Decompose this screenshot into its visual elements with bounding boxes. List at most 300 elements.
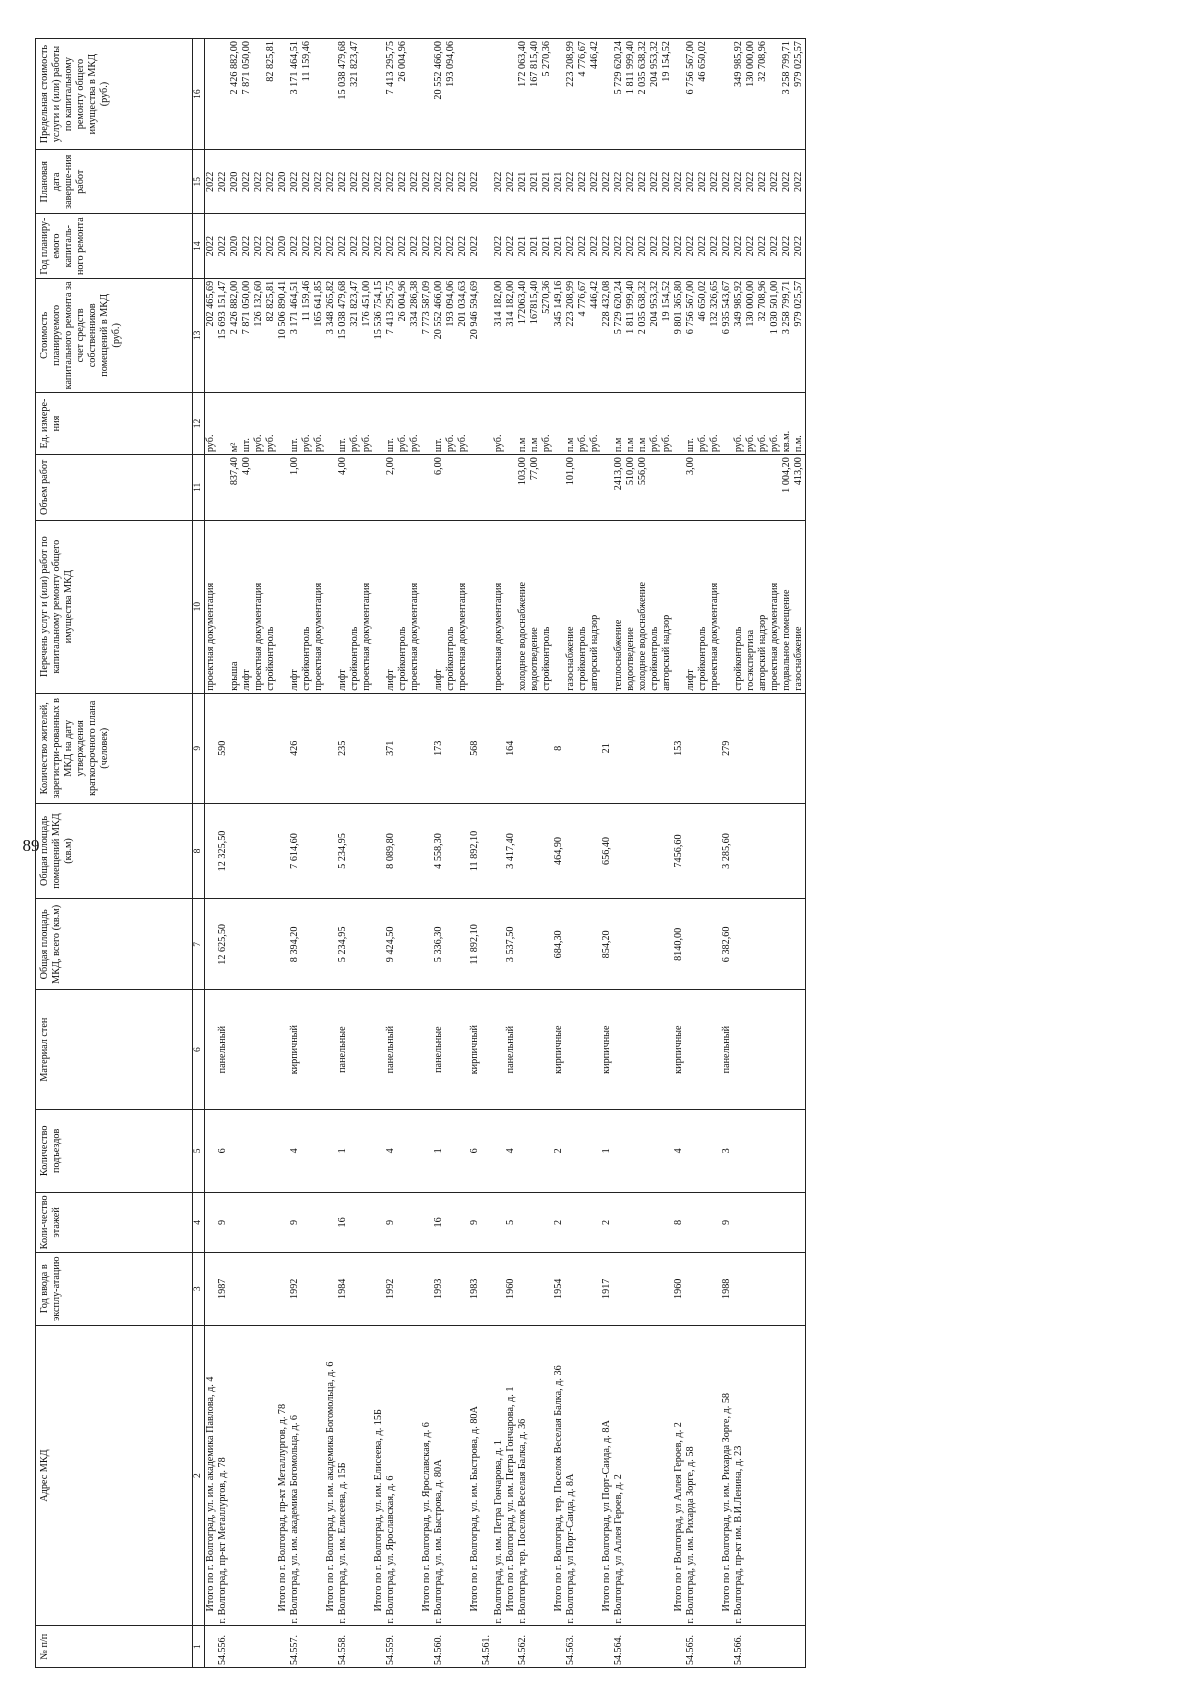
cell-total-area (277, 899, 289, 990)
cell-completion-date: 2022 (217, 150, 229, 214)
cell-work-volume: 6,00 (433, 455, 445, 520)
cell-address (229, 1325, 241, 1626)
cell-entrances (541, 1109, 553, 1192)
cell-repair-year: 2022 (613, 214, 625, 278)
header-cell: Ед. измере-ния (36, 392, 193, 454)
cell-planned-cost: 446,42 (589, 278, 601, 392)
cell-work-type (421, 520, 433, 693)
cell-residents: 21 (601, 693, 613, 803)
cell-completion-date: 2022 (385, 150, 397, 214)
cell-residents (709, 693, 721, 803)
cell-year-built (265, 1252, 277, 1325)
cell-entrances (733, 1109, 745, 1192)
cell-year-built (733, 1252, 745, 1325)
cell-completion-date: 2022 (673, 150, 685, 214)
cell-entrances (229, 1109, 241, 1192)
cell-address: Итого по г. Волгоград, ул. им. Петра Гончарова, д. 1 (505, 1325, 517, 1626)
cell-work-volume: 3,00 (685, 455, 697, 520)
cell-floors (793, 1192, 806, 1252)
cell-floors (229, 1192, 241, 1252)
cell-work-type (277, 520, 289, 693)
cell-max-cost (673, 39, 685, 150)
cell-wall-material (769, 990, 781, 1109)
cell-address: г. Волгоград, тер. Поселок Веселая Балка, д. 36 (517, 1325, 529, 1626)
cell-work-type: газоснабжение (793, 520, 806, 693)
cell-address: Итого по г. Волгоград, ул Порт-Саида, д. 8А (601, 1325, 613, 1626)
cell-residents (697, 693, 709, 803)
cell-work-type: лифт (289, 520, 301, 693)
cell-residents (373, 693, 385, 803)
cell-wall-material (325, 990, 337, 1109)
header-cell: Адрес МКД (36, 1325, 193, 1626)
cell-total-area (757, 899, 769, 990)
cell-work-volume (577, 455, 589, 520)
cell-planned-cost: 321 823,47 (349, 278, 361, 392)
cell-row-number (757, 1626, 769, 1668)
cell-work-type: стройконтроль (349, 520, 361, 693)
cell-wall-material (697, 990, 709, 1109)
header-cell: Плановая дата заверше-ния работ (36, 150, 193, 214)
cell-year-built: 1992 (385, 1252, 397, 1325)
cell-total-area (541, 899, 553, 990)
cell-wall-material (781, 990, 793, 1109)
cell-unit: шт. (685, 392, 697, 454)
cell-year-built: 1984 (337, 1252, 349, 1325)
cell-entrances: 4 (289, 1109, 301, 1192)
cell-year-built (541, 1252, 553, 1325)
cell-max-cost: 3 258 799,71 (781, 39, 793, 150)
cell-year-built (253, 1252, 265, 1325)
cell-residents (793, 693, 806, 803)
cell-unit: руб. (361, 392, 373, 454)
cell-residents (325, 693, 337, 803)
cell-unit: п.м (529, 392, 541, 454)
header-cell: Перечень услуг и (или) работ по капитальному ремонту общего имущества МКД (36, 520, 193, 693)
cell-address: Итого по г. Волгоград, ул. им. Рихарда Зорге, д. 58 (721, 1325, 733, 1626)
cell-year-built (661, 1252, 673, 1325)
cell-work-type: стройконтроль (541, 520, 553, 693)
cell-repair-year: 2022 (265, 214, 277, 278)
cell-premises-area: 5 234,95 (337, 803, 349, 898)
cell-planned-cost: 3 258 799,71 (781, 278, 793, 392)
cell-year-built: 1983 (469, 1252, 481, 1325)
cell-work-type (553, 520, 565, 693)
cell-repair-year: 2022 (253, 214, 265, 278)
cell-entrances (661, 1109, 673, 1192)
cell-residents (409, 693, 421, 803)
cell-work-type (469, 520, 481, 693)
cell-floors (517, 1192, 529, 1252)
cell-unit: руб. (253, 392, 265, 454)
cell-residents (517, 693, 529, 803)
cell-floors: 16 (337, 1192, 349, 1252)
table-row (277, 39, 289, 1668)
cell-wall-material (421, 990, 433, 1109)
cell-planned-cost: 2 035 638,32 (637, 278, 649, 392)
cell-row-number (469, 1626, 481, 1668)
cell-entrances (625, 1109, 637, 1192)
cell-work-volume: 2413,00 (613, 455, 625, 520)
cell-address: Итого по г. Волгоград, тер. Поселок Веселая Балка, д. 36 (553, 1325, 565, 1626)
cell-work-type: стройконтроль (733, 520, 745, 693)
table-body (205, 39, 806, 1668)
cell-work-volume (265, 455, 277, 520)
cell-year-built (613, 1252, 625, 1325)
cell-year-built (325, 1252, 337, 1325)
header-cell: Количество жителей, зарегистри-рованных в МКД на дату утверждения краткосрочного плана (человек) (36, 693, 193, 803)
cell-floors (349, 1192, 361, 1252)
cell-total-area: 684,30 (553, 899, 565, 990)
cell-floors (481, 1192, 493, 1252)
cell-wall-material (517, 990, 529, 1109)
cell-repair-year: 2022 (409, 214, 421, 278)
cell-wall-material (685, 990, 697, 1109)
table-row (493, 39, 505, 1668)
cell-year-built: 1992 (289, 1252, 301, 1325)
cell-premises-area (325, 803, 337, 898)
table-row (349, 39, 361, 1668)
cell-row-number: 54.566. (733, 1626, 745, 1668)
cell-floors (661, 1192, 673, 1252)
cell-residents (253, 693, 265, 803)
cell-completion-date: 2022 (613, 150, 625, 214)
cell-premises-area (661, 803, 673, 898)
cell-total-area (781, 899, 793, 990)
cell-residents (781, 693, 793, 803)
cell-row-number (637, 1626, 649, 1668)
cell-max-cost (721, 39, 733, 150)
cell-entrances (325, 1109, 337, 1192)
cell-residents: 590 (217, 693, 229, 803)
cell-wall-material (649, 990, 661, 1109)
cell-work-volume (649, 455, 661, 520)
cell-wall-material (613, 990, 625, 1109)
cell-work-volume (553, 455, 565, 520)
cell-work-volume: 510,00 (625, 455, 637, 520)
cell-row-number (457, 1626, 469, 1668)
header-cell: № п/п (36, 1626, 193, 1668)
table-row (793, 39, 806, 1668)
cell-max-cost: 7 871 050,00 (241, 39, 253, 150)
cell-year-built (481, 1252, 493, 1325)
cell-wall-material (313, 990, 325, 1109)
cell-total-area: 3 537,50 (505, 899, 517, 990)
cell-work-type: проектная документация (709, 520, 721, 693)
cell-residents: 235 (337, 693, 349, 803)
cell-max-cost: 204 953,32 (649, 39, 661, 150)
cell-max-cost (313, 39, 325, 150)
cell-unit: п.м. (793, 392, 806, 454)
cell-work-volume (469, 455, 481, 520)
table-row (409, 39, 421, 1668)
cell-premises-area (769, 803, 781, 898)
header-cell: Стоимость планируемого капитального ремонта за счет средств собственников помещений в МКД (руб.) (36, 278, 193, 392)
cell-floors (325, 1192, 337, 1252)
cell-max-cost (601, 39, 613, 150)
cell-repair-year: 2020 (277, 214, 289, 278)
cell-total-area (481, 899, 493, 990)
cell-row-number (793, 1626, 806, 1668)
cell-work-volume (601, 455, 613, 520)
cell-max-cost: 46 650,02 (697, 39, 709, 150)
header-cell: Предельная стоимость услуги и (или) работы по капитальному ремонту общего имущества в МКД (руб.) (36, 39, 193, 150)
cell-planned-cost: 2 426 882,00 (229, 278, 241, 392)
cell-entrances: 6 (217, 1109, 229, 1192)
table-row (361, 39, 373, 1668)
cell-completion-date: 2022 (349, 150, 361, 214)
cell-residents (361, 693, 373, 803)
cell-planned-cost: 5 729 620,24 (613, 278, 625, 392)
cell-completion-date: 2022 (241, 150, 253, 214)
cell-max-cost (709, 39, 721, 150)
cell-planned-cost: 165 641,85 (313, 278, 325, 392)
cell-wall-material (253, 990, 265, 1109)
cell-entrances (265, 1109, 277, 1192)
cell-wall-material (709, 990, 721, 1109)
table-row (481, 39, 493, 1668)
column-number: 6 (193, 990, 205, 1109)
table-row (673, 39, 685, 1668)
cell-floors (625, 1192, 637, 1252)
capital-repair-table (35, 38, 806, 1668)
cell-residents (445, 693, 457, 803)
cell-row-number (229, 1626, 241, 1668)
cell-max-cost: 223 208,99 (565, 39, 577, 150)
table-row (457, 39, 469, 1668)
cell-floors (313, 1192, 325, 1252)
cell-premises-area (229, 803, 241, 898)
cell-total-area (613, 899, 625, 990)
cell-residents (493, 693, 505, 803)
cell-address (625, 1325, 637, 1626)
cell-completion-date: 2022 (397, 150, 409, 214)
cell-row-number (421, 1626, 433, 1668)
cell-work-type: газоснабжение (565, 520, 577, 693)
cell-work-type (373, 520, 385, 693)
cell-address: г. Волгоград, ул. Ярославская, д. 6 (385, 1325, 397, 1626)
table-row (325, 39, 337, 1668)
cell-row-number: 54.562. (517, 1626, 529, 1668)
cell-address: Итого по г. Волгоград, ул. им. Быстрова, д. 80А (469, 1325, 481, 1626)
cell-work-type: лифт (433, 520, 445, 693)
cell-row-number (553, 1626, 565, 1668)
cell-row-number: 54.563. (565, 1626, 577, 1668)
cell-address (301, 1325, 313, 1626)
cell-completion-date: 2022 (565, 150, 577, 214)
table-row (769, 39, 781, 1668)
cell-year-built: 1987 (217, 1252, 229, 1325)
cell-planned-cost: 11 159,46 (301, 278, 313, 392)
cell-total-area (229, 899, 241, 990)
cell-unit: руб. (397, 392, 409, 454)
cell-work-type: проектная документация (409, 520, 421, 693)
cell-work-volume: 2,00 (385, 455, 397, 520)
cell-max-cost (277, 39, 289, 150)
cell-completion-date: 2022 (577, 150, 589, 214)
cell-total-area (709, 899, 721, 990)
cell-residents (613, 693, 625, 803)
cell-year-built (205, 1252, 218, 1325)
cell-unit (217, 392, 229, 454)
cell-unit: руб. (493, 392, 505, 454)
cell-planned-cost: 3 348 265,82 (325, 278, 337, 392)
cell-max-cost: 349 985,92 (733, 39, 745, 150)
cell-address (541, 1325, 553, 1626)
cell-unit: руб. (733, 392, 745, 454)
cell-planned-cost: 345 149,16 (553, 278, 565, 392)
cell-max-cost: 193 094,06 (445, 39, 457, 150)
cell-unit (673, 392, 685, 454)
cell-entrances (277, 1109, 289, 1192)
cell-planned-cost: 202 465,69 (205, 278, 218, 392)
column-number: 14 (193, 214, 205, 278)
cell-work-volume (493, 455, 505, 520)
cell-max-cost (253, 39, 265, 150)
cell-planned-cost: 176 451,00 (361, 278, 373, 392)
cell-year-built (625, 1252, 637, 1325)
cell-work-volume (325, 455, 337, 520)
cell-max-cost (373, 39, 385, 150)
cell-entrances (301, 1109, 313, 1192)
cell-floors (373, 1192, 385, 1252)
cell-total-area: 11 892,10 (469, 899, 481, 990)
cell-max-cost: 15 038 479,68 (337, 39, 349, 150)
cell-work-volume: 837,40 (229, 455, 241, 520)
cell-unit: руб. (745, 392, 757, 454)
cell-entrances (709, 1109, 721, 1192)
cell-unit: руб. (409, 392, 421, 454)
cell-address: г. Волгоград, ул. им. Рихарда Зорге, д. 58 (685, 1325, 697, 1626)
cell-row-number (541, 1626, 553, 1668)
cell-unit: м² (229, 392, 241, 454)
cell-repair-year (481, 214, 493, 278)
cell-premises-area (781, 803, 793, 898)
table-row (613, 39, 625, 1668)
cell-repair-year: 2022 (349, 214, 361, 278)
cell-work-type: лифт (241, 520, 253, 693)
cell-year-built (409, 1252, 421, 1325)
cell-floors (709, 1192, 721, 1252)
cell-planned-cost: 1 811 999,40 (625, 278, 637, 392)
cell-repair-year: 2022 (217, 214, 229, 278)
cell-planned-cost: 193 094,06 (445, 278, 457, 392)
cell-max-cost: 32 708,96 (757, 39, 769, 150)
cell-row-number (769, 1626, 781, 1668)
cell-floors (697, 1192, 709, 1252)
cell-unit (373, 392, 385, 454)
cell-floors (733, 1192, 745, 1252)
cell-premises-area (349, 803, 361, 898)
table-row (685, 39, 697, 1668)
cell-unit: руб. (205, 392, 218, 454)
cell-residents (205, 693, 218, 803)
cell-premises-area (313, 803, 325, 898)
cell-address (253, 1325, 265, 1626)
cell-year-built (577, 1252, 589, 1325)
cell-residents (241, 693, 253, 803)
cell-address (349, 1325, 361, 1626)
cell-floors (541, 1192, 553, 1252)
column-number: 16 (193, 39, 205, 150)
cell-entrances: 1 (601, 1109, 613, 1192)
cell-entrances (793, 1109, 806, 1192)
cell-year-built (361, 1252, 373, 1325)
cell-work-type: теплоснабжение (613, 520, 625, 693)
cell-entrances (457, 1109, 469, 1192)
cell-unit: руб. (769, 392, 781, 454)
cell-floors (253, 1192, 265, 1252)
cell-wall-material: панельный (217, 990, 229, 1109)
table-row (217, 39, 229, 1668)
table-row (781, 39, 793, 1668)
column-number: 9 (193, 693, 205, 803)
cell-repair-year: 2022 (505, 214, 517, 278)
cell-residents (529, 693, 541, 803)
cell-entrances (517, 1109, 529, 1192)
cell-floors (589, 1192, 601, 1252)
cell-repair-year: 2022 (337, 214, 349, 278)
table-row (421, 39, 433, 1668)
cell-address (661, 1325, 673, 1626)
cell-work-type (721, 520, 733, 693)
cell-premises-area: 8 089,80 (385, 803, 397, 898)
cell-year-built: 1960 (505, 1252, 517, 1325)
table-row (625, 39, 637, 1668)
cell-unit: руб. (697, 392, 709, 454)
cell-row-number (625, 1626, 637, 1668)
cell-premises-area: 464,90 (553, 803, 565, 898)
cell-repair-year: 2022 (745, 214, 757, 278)
cell-completion-date: 2022 (337, 150, 349, 214)
cell-wall-material: панельный (385, 990, 397, 1109)
cell-address (649, 1325, 661, 1626)
cell-max-cost (457, 39, 469, 150)
cell-wall-material (361, 990, 373, 1109)
cell-max-cost: 979 025,57 (793, 39, 806, 150)
cell-entrances (349, 1109, 361, 1192)
header-cell: Материал стен (36, 990, 193, 1109)
cell-entrances: 2 (553, 1109, 565, 1192)
cell-unit: руб. (649, 392, 661, 454)
cell-completion-date: 2022 (313, 150, 325, 214)
cell-completion-date: 2022 (721, 150, 733, 214)
cell-floors: 9 (469, 1192, 481, 1252)
cell-work-volume: 556,00 (637, 455, 649, 520)
column-number: 10 (193, 520, 205, 693)
cell-planned-cost: 15 693 151,47 (217, 278, 229, 392)
cell-planned-cost (481, 278, 493, 392)
table-row (745, 39, 757, 1668)
cell-entrances (769, 1109, 781, 1192)
cell-planned-cost: 19 154,52 (661, 278, 673, 392)
cell-entrances (613, 1109, 625, 1192)
cell-year-built (649, 1252, 661, 1325)
column-number: 4 (193, 1192, 205, 1252)
cell-row-number (709, 1626, 721, 1668)
cell-planned-cost: 15 536 754,15 (373, 278, 385, 392)
cell-repair-year: 2021 (553, 214, 565, 278)
cell-completion-date (481, 150, 493, 214)
cell-premises-area (409, 803, 421, 898)
table-row (517, 39, 529, 1668)
table-row (373, 39, 385, 1668)
cell-premises-area (373, 803, 385, 898)
cell-total-area: 8 394,20 (289, 899, 301, 990)
cell-max-cost: 82 825,81 (265, 39, 277, 150)
cell-wall-material: панельные (337, 990, 349, 1109)
cell-total-area (265, 899, 277, 990)
cell-wall-material (733, 990, 745, 1109)
